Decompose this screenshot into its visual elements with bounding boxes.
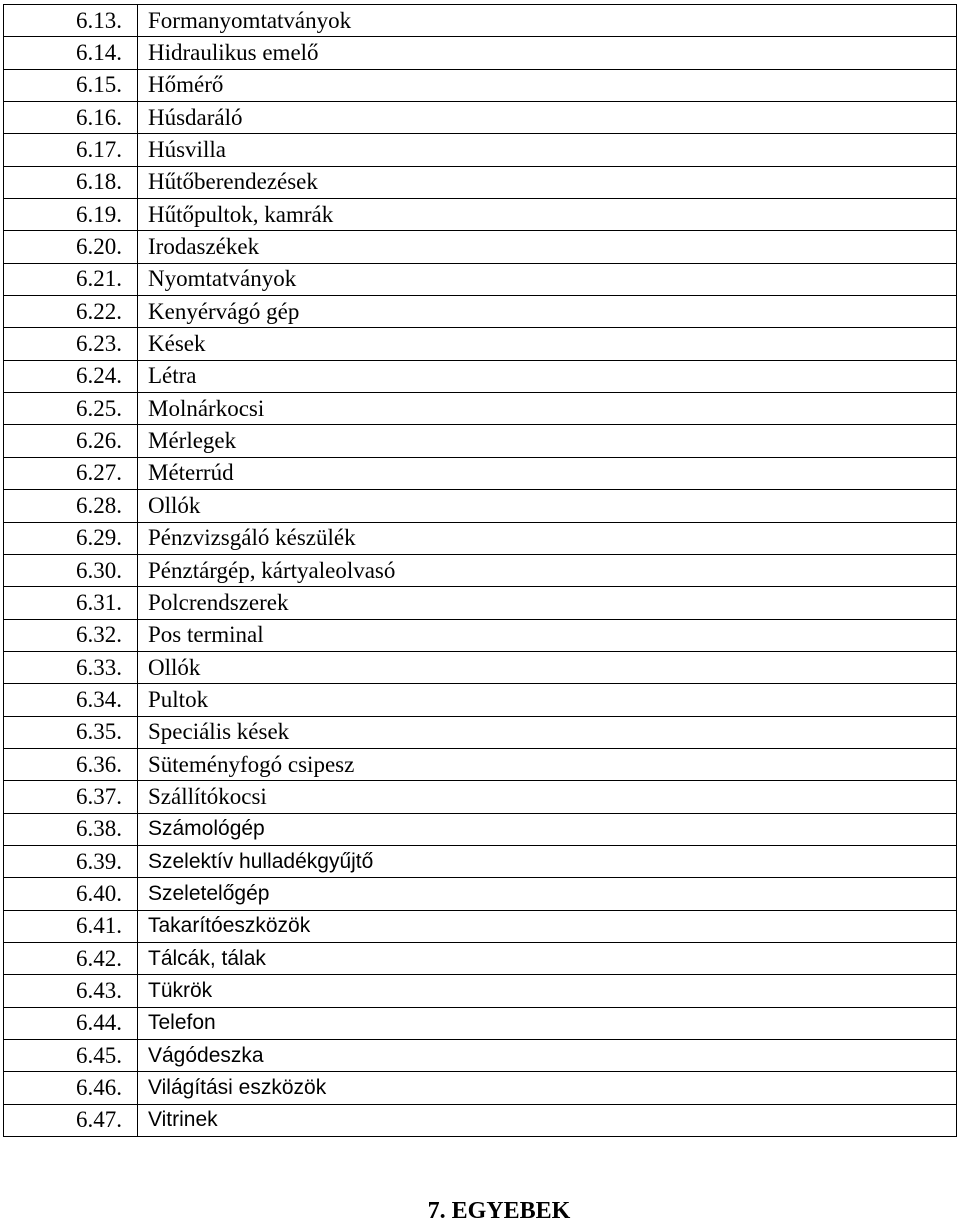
item-name: Ollók <box>138 490 957 522</box>
item-number: 6.32. <box>4 619 138 651</box>
table-row <box>4 393 957 425</box>
table-row <box>4 425 957 457</box>
item-name: Pénztárgép, kártyaleolvasó <box>138 554 957 586</box>
item-name: Nyomtatványok <box>138 263 957 295</box>
table-row <box>4 813 957 845</box>
item-name: Szállítókocsi <box>138 781 957 813</box>
table-row <box>4 716 957 748</box>
table-row <box>4 1104 957 1136</box>
item-number: 6.33. <box>4 651 138 683</box>
item-number: 6.23. <box>4 328 138 360</box>
item-number: 6.47. <box>4 1104 138 1136</box>
table-row <box>4 231 957 263</box>
table-row <box>4 360 957 392</box>
item-number: 6.37. <box>4 781 138 813</box>
item-name: Pénzvizsgáló készülék <box>138 522 957 554</box>
table-row <box>4 748 957 780</box>
table-row <box>4 651 957 683</box>
table-row <box>4 328 957 360</box>
item-name: Formanyomtatványok <box>138 5 957 37</box>
table-row <box>4 263 957 295</box>
table-row <box>4 587 957 619</box>
table-row <box>4 684 957 716</box>
item-number: 6.43. <box>4 975 138 1007</box>
item-number: 6.16. <box>4 102 138 134</box>
table-row <box>4 37 957 69</box>
item-name: Szeletelőgép <box>138 878 957 910</box>
item-number: 6.21. <box>4 263 138 295</box>
item-name: Pos terminal <box>138 619 957 651</box>
table-row <box>4 166 957 198</box>
table-row <box>4 878 957 910</box>
item-name: Vitrinek <box>138 1104 957 1136</box>
table-row <box>4 975 957 1007</box>
item-number: 6.35. <box>4 716 138 748</box>
item-number: 6.46. <box>4 1072 138 1104</box>
item-name: Vágódeszka <box>138 1040 957 1072</box>
item-name: Telefon <box>138 1007 957 1039</box>
item-number: 6.24. <box>4 360 138 392</box>
table-row <box>4 845 957 877</box>
item-name: Kések <box>138 328 957 360</box>
table-row <box>4 5 957 37</box>
item-number: 6.19. <box>4 199 138 231</box>
item-name: Takarítóeszközök <box>138 910 957 942</box>
item-name: Húsdaráló <box>138 102 957 134</box>
item-number: 6.31. <box>4 587 138 619</box>
item-number: 6.22. <box>4 296 138 328</box>
item-number: 6.25. <box>4 393 138 425</box>
table-row <box>4 1072 957 1104</box>
table-row <box>4 619 957 651</box>
item-number: 6.45. <box>4 1040 138 1072</box>
table-row <box>4 134 957 166</box>
item-name: Ollók <box>138 651 957 683</box>
table-row <box>4 296 957 328</box>
item-name: Kenyérvágó gép <box>138 296 957 328</box>
item-number: 6.40. <box>4 878 138 910</box>
table-row <box>4 910 957 942</box>
item-name: Irodaszékek <box>138 231 957 263</box>
item-number: 6.29. <box>4 522 138 554</box>
table-row <box>4 69 957 101</box>
item-number: 6.20. <box>4 231 138 263</box>
item-number: 6.34. <box>4 684 138 716</box>
item-name: Speciális kések <box>138 716 957 748</box>
item-name: Tükrök <box>138 975 957 1007</box>
item-name: Mérlegek <box>138 425 957 457</box>
table-row <box>4 457 957 489</box>
item-name: Pultok <box>138 684 957 716</box>
item-name: Süteményfogó csipesz <box>138 748 957 780</box>
table-row <box>4 942 957 974</box>
item-number: 6.38. <box>4 813 138 845</box>
table-row <box>4 199 957 231</box>
item-number: 6.44. <box>4 1007 138 1039</box>
item-number: 6.27. <box>4 457 138 489</box>
item-name: Hűtőberendezések <box>138 166 957 198</box>
item-name: Polcrendszerek <box>138 587 957 619</box>
item-name: Világítási eszközök <box>138 1072 957 1104</box>
item-number: 6.14. <box>4 37 138 69</box>
item-name: Hűtőpultok, kamrák <box>138 199 957 231</box>
section-heading: 7. EGYEBEK <box>427 1198 571 1224</box>
item-name: Hidraulikus emelő <box>138 37 957 69</box>
item-name: Számológép <box>138 813 957 845</box>
item-number: 6.28. <box>4 490 138 522</box>
item-name: Húsvilla <box>138 134 957 166</box>
item-number: 6.26. <box>4 425 138 457</box>
item-name: Molnárkocsi <box>138 393 957 425</box>
item-number: 6.18. <box>4 166 138 198</box>
item-name: Hőmérő <box>138 69 957 101</box>
item-name: Szelektív hulladékgyűjtő <box>138 845 957 877</box>
table-row <box>4 554 957 586</box>
item-number: 6.15. <box>4 69 138 101</box>
equipment-table <box>3 4 957 1137</box>
equipment-table-body <box>4 5 957 1137</box>
item-number: 6.17. <box>4 134 138 166</box>
item-number: 6.39. <box>4 845 138 877</box>
item-number: 6.36. <box>4 748 138 780</box>
item-name: Létra <box>138 360 957 392</box>
table-row <box>4 781 957 813</box>
item-name: Méterrúd <box>138 457 957 489</box>
item-number: 6.41. <box>4 910 138 942</box>
table-row <box>4 102 957 134</box>
item-name: Tálcák, tálak <box>138 942 957 974</box>
item-number: 6.13. <box>4 5 138 37</box>
table-row <box>4 1040 957 1072</box>
table-row <box>4 1007 957 1039</box>
item-number: 6.30. <box>4 554 138 586</box>
table-row <box>4 490 957 522</box>
table-row <box>4 522 957 554</box>
item-number: 6.42. <box>4 942 138 974</box>
